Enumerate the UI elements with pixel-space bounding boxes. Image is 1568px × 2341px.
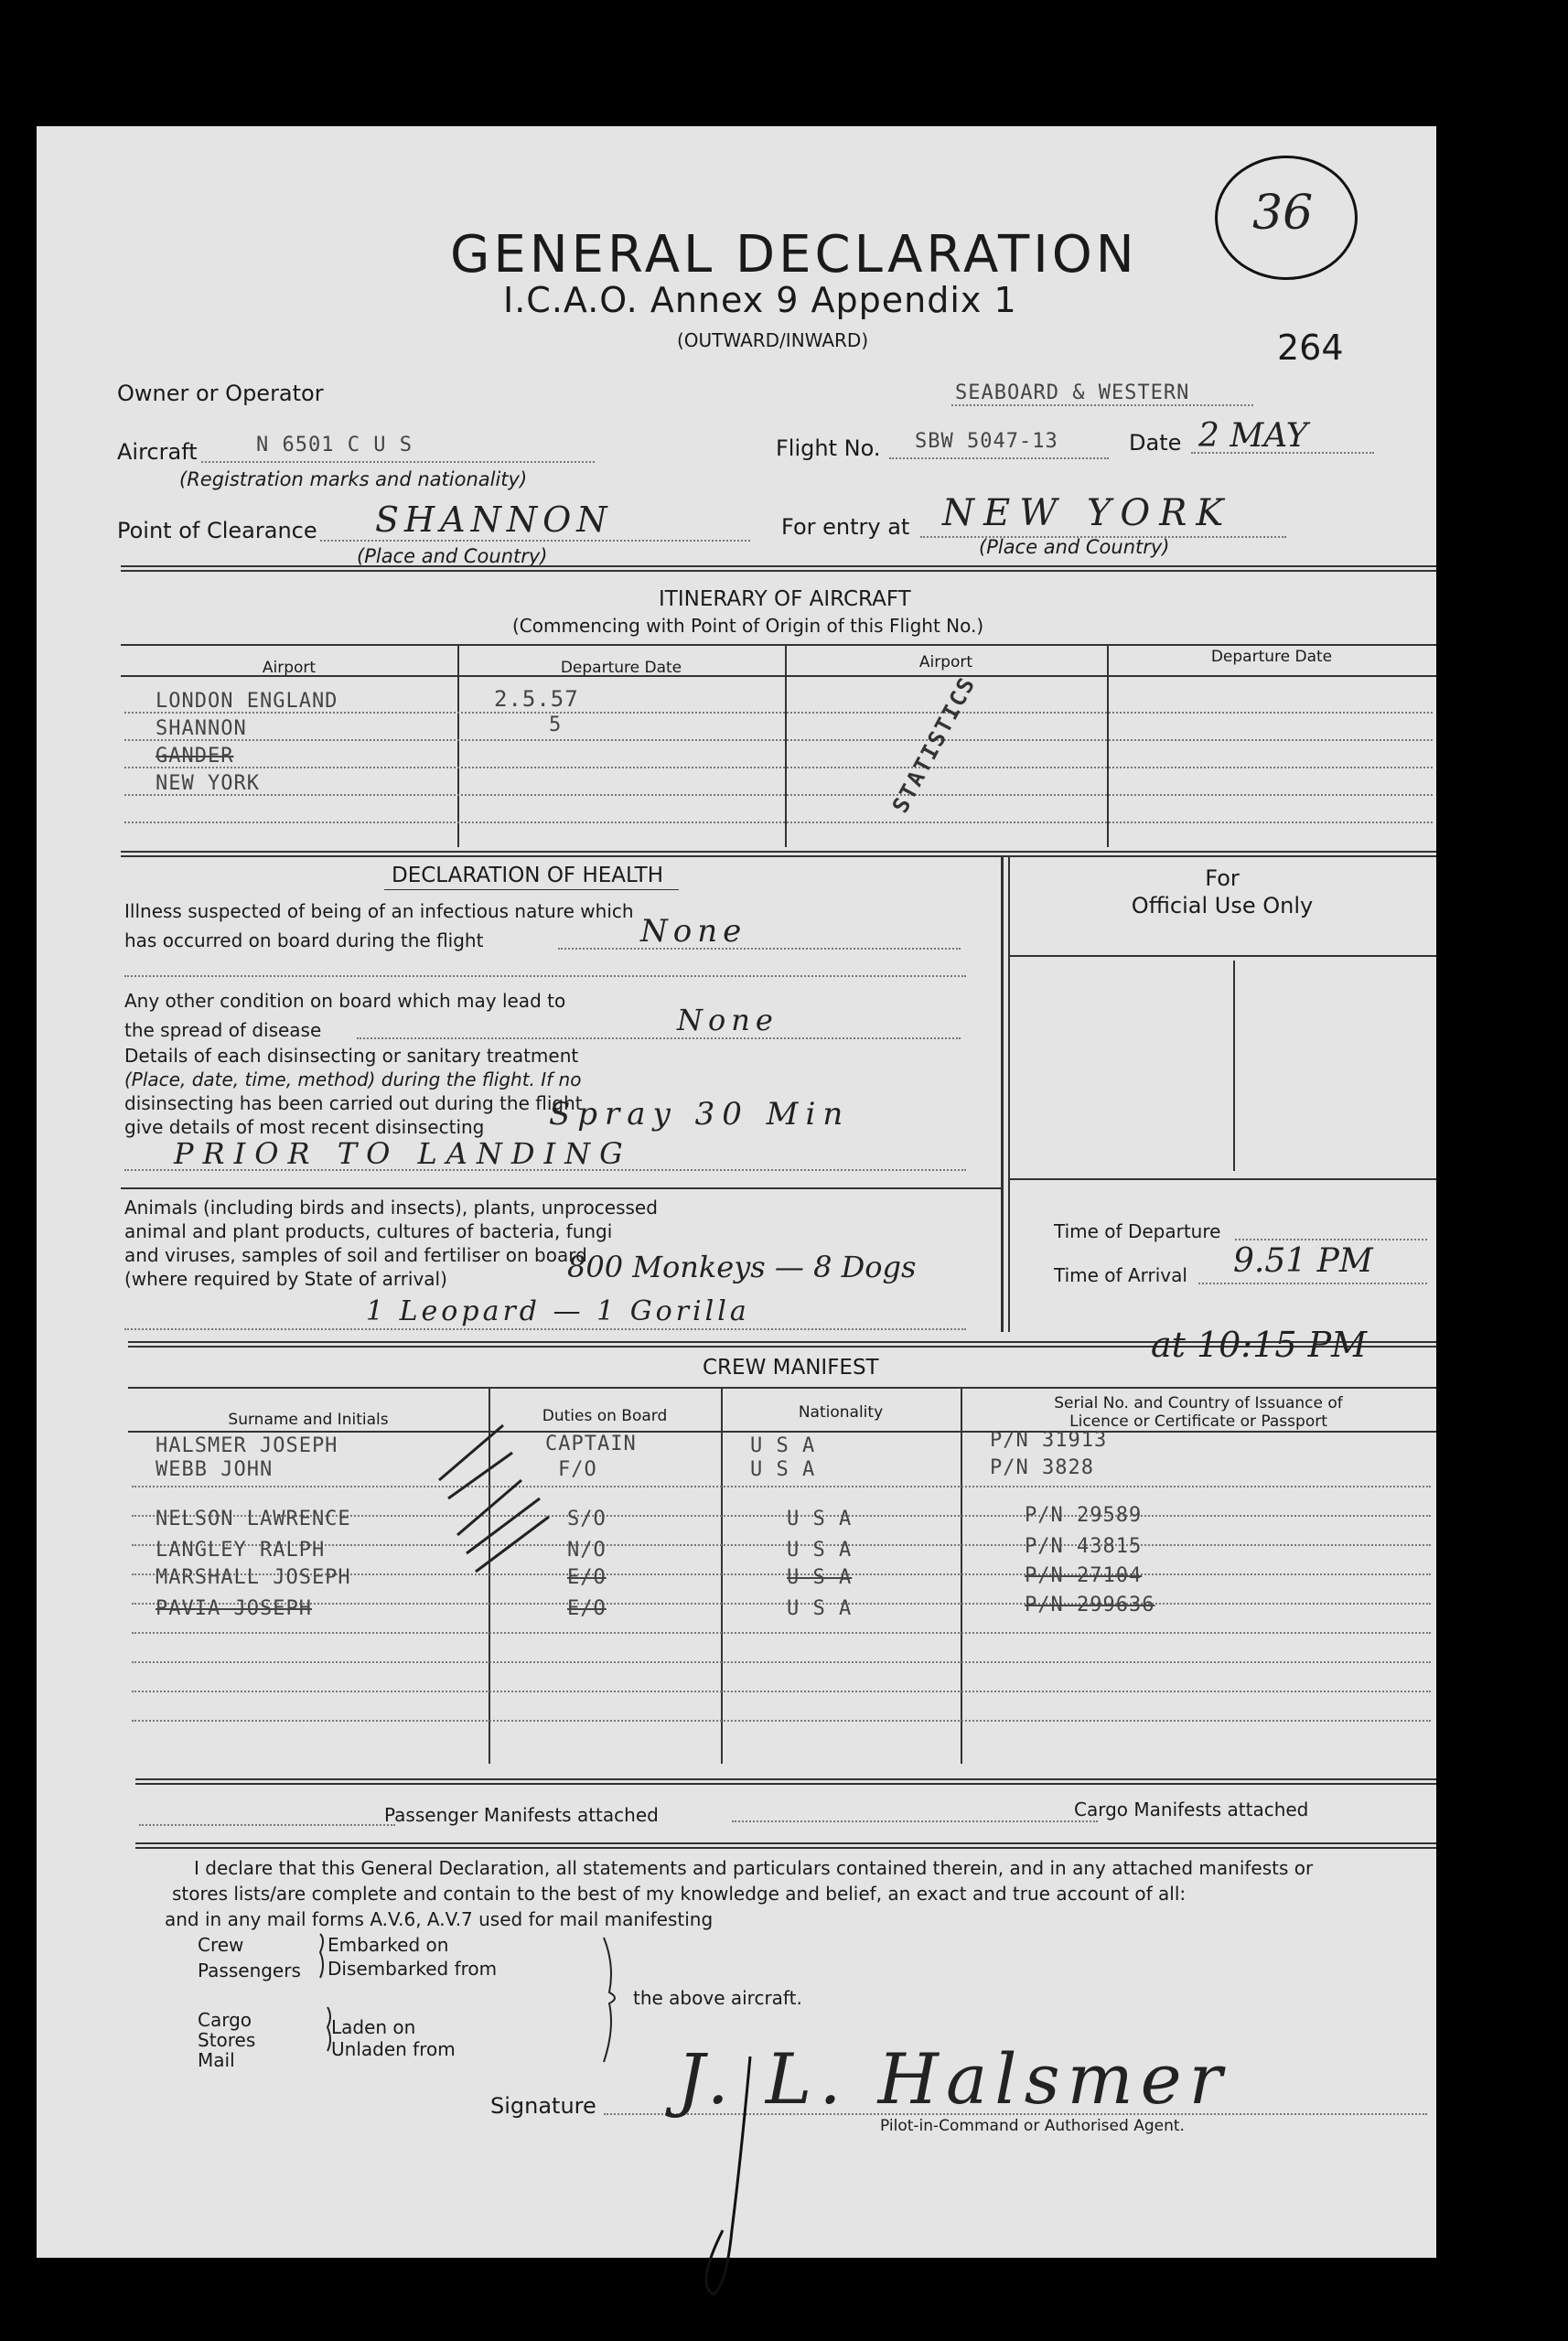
departure-time-label: Time of Departure: [1054, 1220, 1221, 1242]
health-q4-line1: Animals (including birds and insects), plants, unprocessed: [124, 1197, 658, 1219]
health-q2-line2: the spread of disease: [124, 1019, 322, 1041]
clearance-value: SHANNON: [375, 499, 613, 540]
arrival-time-label: Time of Arrival: [1054, 1264, 1187, 1286]
aircraft-label: Aircraft: [117, 439, 198, 465]
health-q3-line3: disinsecting has been carried out during the flight: [124, 1092, 583, 1114]
health-q1-line2: has occurred on board during the flight: [124, 929, 484, 951]
crew-serial: P/N 31913: [990, 1429, 1108, 1452]
crew-duty: E/O: [567, 1597, 607, 1620]
crew-duty: CAPTAIN: [545, 1433, 637, 1455]
declaration-line-2: stores lists/are complete and contain to the best of my knowledge and belief, an exact and true account of all:: [172, 1883, 1187, 1905]
form-title: GENERAL DECLARATION: [450, 225, 1138, 285]
crew-name: NELSON LAWRENCE: [156, 1508, 351, 1530]
crew-nationality: U S A: [787, 1539, 853, 1562]
crew-serial: P/N 29589: [1025, 1504, 1143, 1527]
crew-duty: F/O: [558, 1458, 597, 1481]
itin-airport-row-1: LONDON ENGLAND: [156, 690, 338, 713]
health-q3-answer-1: Spray 30 Min: [549, 1096, 851, 1133]
crew-nationality: U S A: [750, 1434, 816, 1457]
check-marks: [403, 1407, 585, 1627]
itinerary-title: ITINERARY OF AIRCRAFT: [659, 587, 911, 611]
crew-serial: P/N 27104: [1025, 1564, 1143, 1587]
health-q3-answer-2: PRIOR TO LANDING: [174, 1136, 632, 1171]
crew-serial: P/N 43815: [1025, 1535, 1143, 1558]
declaration-passengers: Passengers: [198, 1960, 301, 1981]
crew-nationality: U S A: [787, 1597, 853, 1620]
itin-col-date-2: Departure Date: [1210, 648, 1333, 666]
crew-name: LANGLEY RALPH: [156, 1539, 326, 1562]
signature-flourish: [695, 2047, 778, 2322]
signature-caption: Pilot-in-Command or Authorised Agent.: [880, 2117, 1185, 2135]
signature-value: J. L. Halsmer: [677, 2038, 1230, 2120]
declaration-unladen: Unladen from: [331, 2038, 456, 2060]
health-q3-line2: (Place, date, time, method) during the flight. If no: [124, 1068, 582, 1090]
itin-col-airport-1: Airport: [262, 659, 317, 677]
aircraft-value: N 6501 C U S: [256, 434, 413, 456]
crew-name: MARSHALL JOSEPH: [156, 1566, 351, 1589]
date-value: 2 MAY: [1198, 417, 1308, 455]
itin-airport-row-4: NEW YORK: [156, 772, 260, 795]
official-title-1: For: [1205, 865, 1240, 891]
entry-value: NEW YORK: [942, 492, 1233, 534]
health-q4-line3: and viruses, samples of soil and fertiliser on board: [124, 1244, 587, 1266]
crew-nationality: U S A: [787, 1508, 853, 1530]
cargo-manifests-label: Cargo Manifests attached: [1074, 1799, 1309, 1820]
passenger-manifests-label: Passenger Manifests attached: [384, 1804, 659, 1826]
arrival-extra-note: at 10:15 PM: [1151, 1325, 1368, 1365]
crew-duty: S/O: [567, 1508, 607, 1530]
page-number: 264: [1277, 328, 1344, 368]
health-q4-line4: (where required by State of arrival): [124, 1268, 447, 1290]
signature-label: Signature: [490, 2093, 596, 2119]
crew-name: HALSMER JOSEPH: [156, 1434, 338, 1457]
itin-date-row-2: 5: [549, 714, 563, 736]
arrival-time-value: 9.51 PM: [1233, 1242, 1373, 1280]
itin-airport-row-2: SHANNON: [156, 717, 247, 740]
declaration-above: the above aircraft.: [633, 1987, 802, 2009]
health-q2-line1: Any other condition on board which may lead to: [124, 990, 566, 1012]
circled-number: 36: [1215, 156, 1358, 280]
health-q4-answer-2: 1 Leopard — 1 Gorilla: [366, 1295, 750, 1327]
health-q1-answer: None: [640, 913, 747, 950]
crew-serial: P/N 3828: [990, 1456, 1094, 1479]
owner-label: Owner or Operator: [117, 381, 324, 406]
itinerary-subtitle: (Commencing with Point of Origin of this Flight No.): [512, 615, 984, 637]
declaration-braces: [302, 1928, 650, 2075]
health-title: DECLARATION OF HEALTH: [392, 864, 664, 887]
crew-duty: E/O: [567, 1566, 607, 1589]
declaration-mail: Mail: [198, 2049, 235, 2071]
health-q3-line4: give details of most recent disinsecting: [124, 1116, 485, 1138]
crew-nationality: U S A: [750, 1458, 816, 1481]
declaration-line-1: I declare that this General Declaration, all statements and particulars contained therein, and in any attached manifests or: [194, 1857, 1314, 1879]
crew-serial: P/N 299636: [1025, 1594, 1155, 1616]
clearance-label: Point of Clearance: [117, 518, 317, 543]
statistics-stamp: STATISTICS: [887, 671, 981, 818]
date-label: Date: [1129, 430, 1182, 456]
declaration-crew: Crew: [198, 1934, 244, 1956]
crew-col-serial-1: Serial No. and Country of Issuance of: [1054, 1394, 1343, 1412]
crew-col-duty: Duties on Board: [542, 1407, 668, 1425]
declaration-disembarked: Disembarked from: [328, 1958, 498, 1980]
declaration-embarked: Embarked on: [328, 1934, 449, 1956]
itin-airport-row-3: GANDER: [156, 745, 234, 768]
health-q4-line2: animal and plant products, cultures of bacteria, fungi: [124, 1220, 613, 1242]
declaration-stores: Stores: [198, 2029, 256, 2051]
entry-caption: (Place and Country): [979, 536, 1170, 558]
crew-nationality: U S A: [787, 1566, 853, 1589]
declaration-laden: Laden on: [331, 2016, 416, 2038]
health-q3-line1: Details of each disinsecting or sanitary treatment: [124, 1045, 579, 1067]
crew-name: PAVIA JOSEPH: [156, 1597, 312, 1620]
owner-value: SEABOARD & WESTERN: [955, 381, 1190, 404]
entry-label: For entry at: [781, 514, 910, 540]
health-q2-answer: None: [677, 1003, 779, 1037]
health-q1-line1: Illness suspected of being of an infectious nature which: [124, 900, 634, 922]
aircraft-caption: (Registration marks and nationality): [179, 468, 528, 490]
health-q4-answer-1: 800 Monkeys — 8 Dogs: [567, 1250, 917, 1284]
declaration-cargo: Cargo: [198, 2009, 252, 2031]
direction-label: (OUTWARD/INWARD): [677, 329, 869, 351]
flight-label: Flight No.: [776, 435, 881, 461]
flight-value: SBW 5047-13: [915, 430, 1058, 453]
crew-col-serial-2: Licence or Certificate or Passport: [1069, 1412, 1327, 1431]
itin-date-row-1: 2.5.57: [494, 686, 579, 712]
declaration-form: [37, 126, 1436, 2258]
clearance-caption: (Place and Country): [357, 545, 548, 567]
crew-col-name: Surname and Initials: [228, 1411, 389, 1429]
declaration-line-3: and in any mail forms A.V.6, A.V.7 used for mail manifesting: [165, 1908, 714, 1930]
crew-title: CREW MANIFEST: [703, 1356, 879, 1380]
crew-name: WEBB JOHN: [156, 1458, 274, 1481]
itin-col-date-1: Departure Date: [560, 659, 682, 677]
official-title-2: Official Use Only: [1131, 893, 1314, 918]
crew-col-nationality: Nationality: [798, 1403, 884, 1422]
form-subtitle: I.C.A.O. Annex 9 Appendix 1: [503, 280, 1017, 320]
itin-col-airport-2: Airport: [918, 653, 973, 671]
crew-duty: N/O: [567, 1539, 607, 1562]
